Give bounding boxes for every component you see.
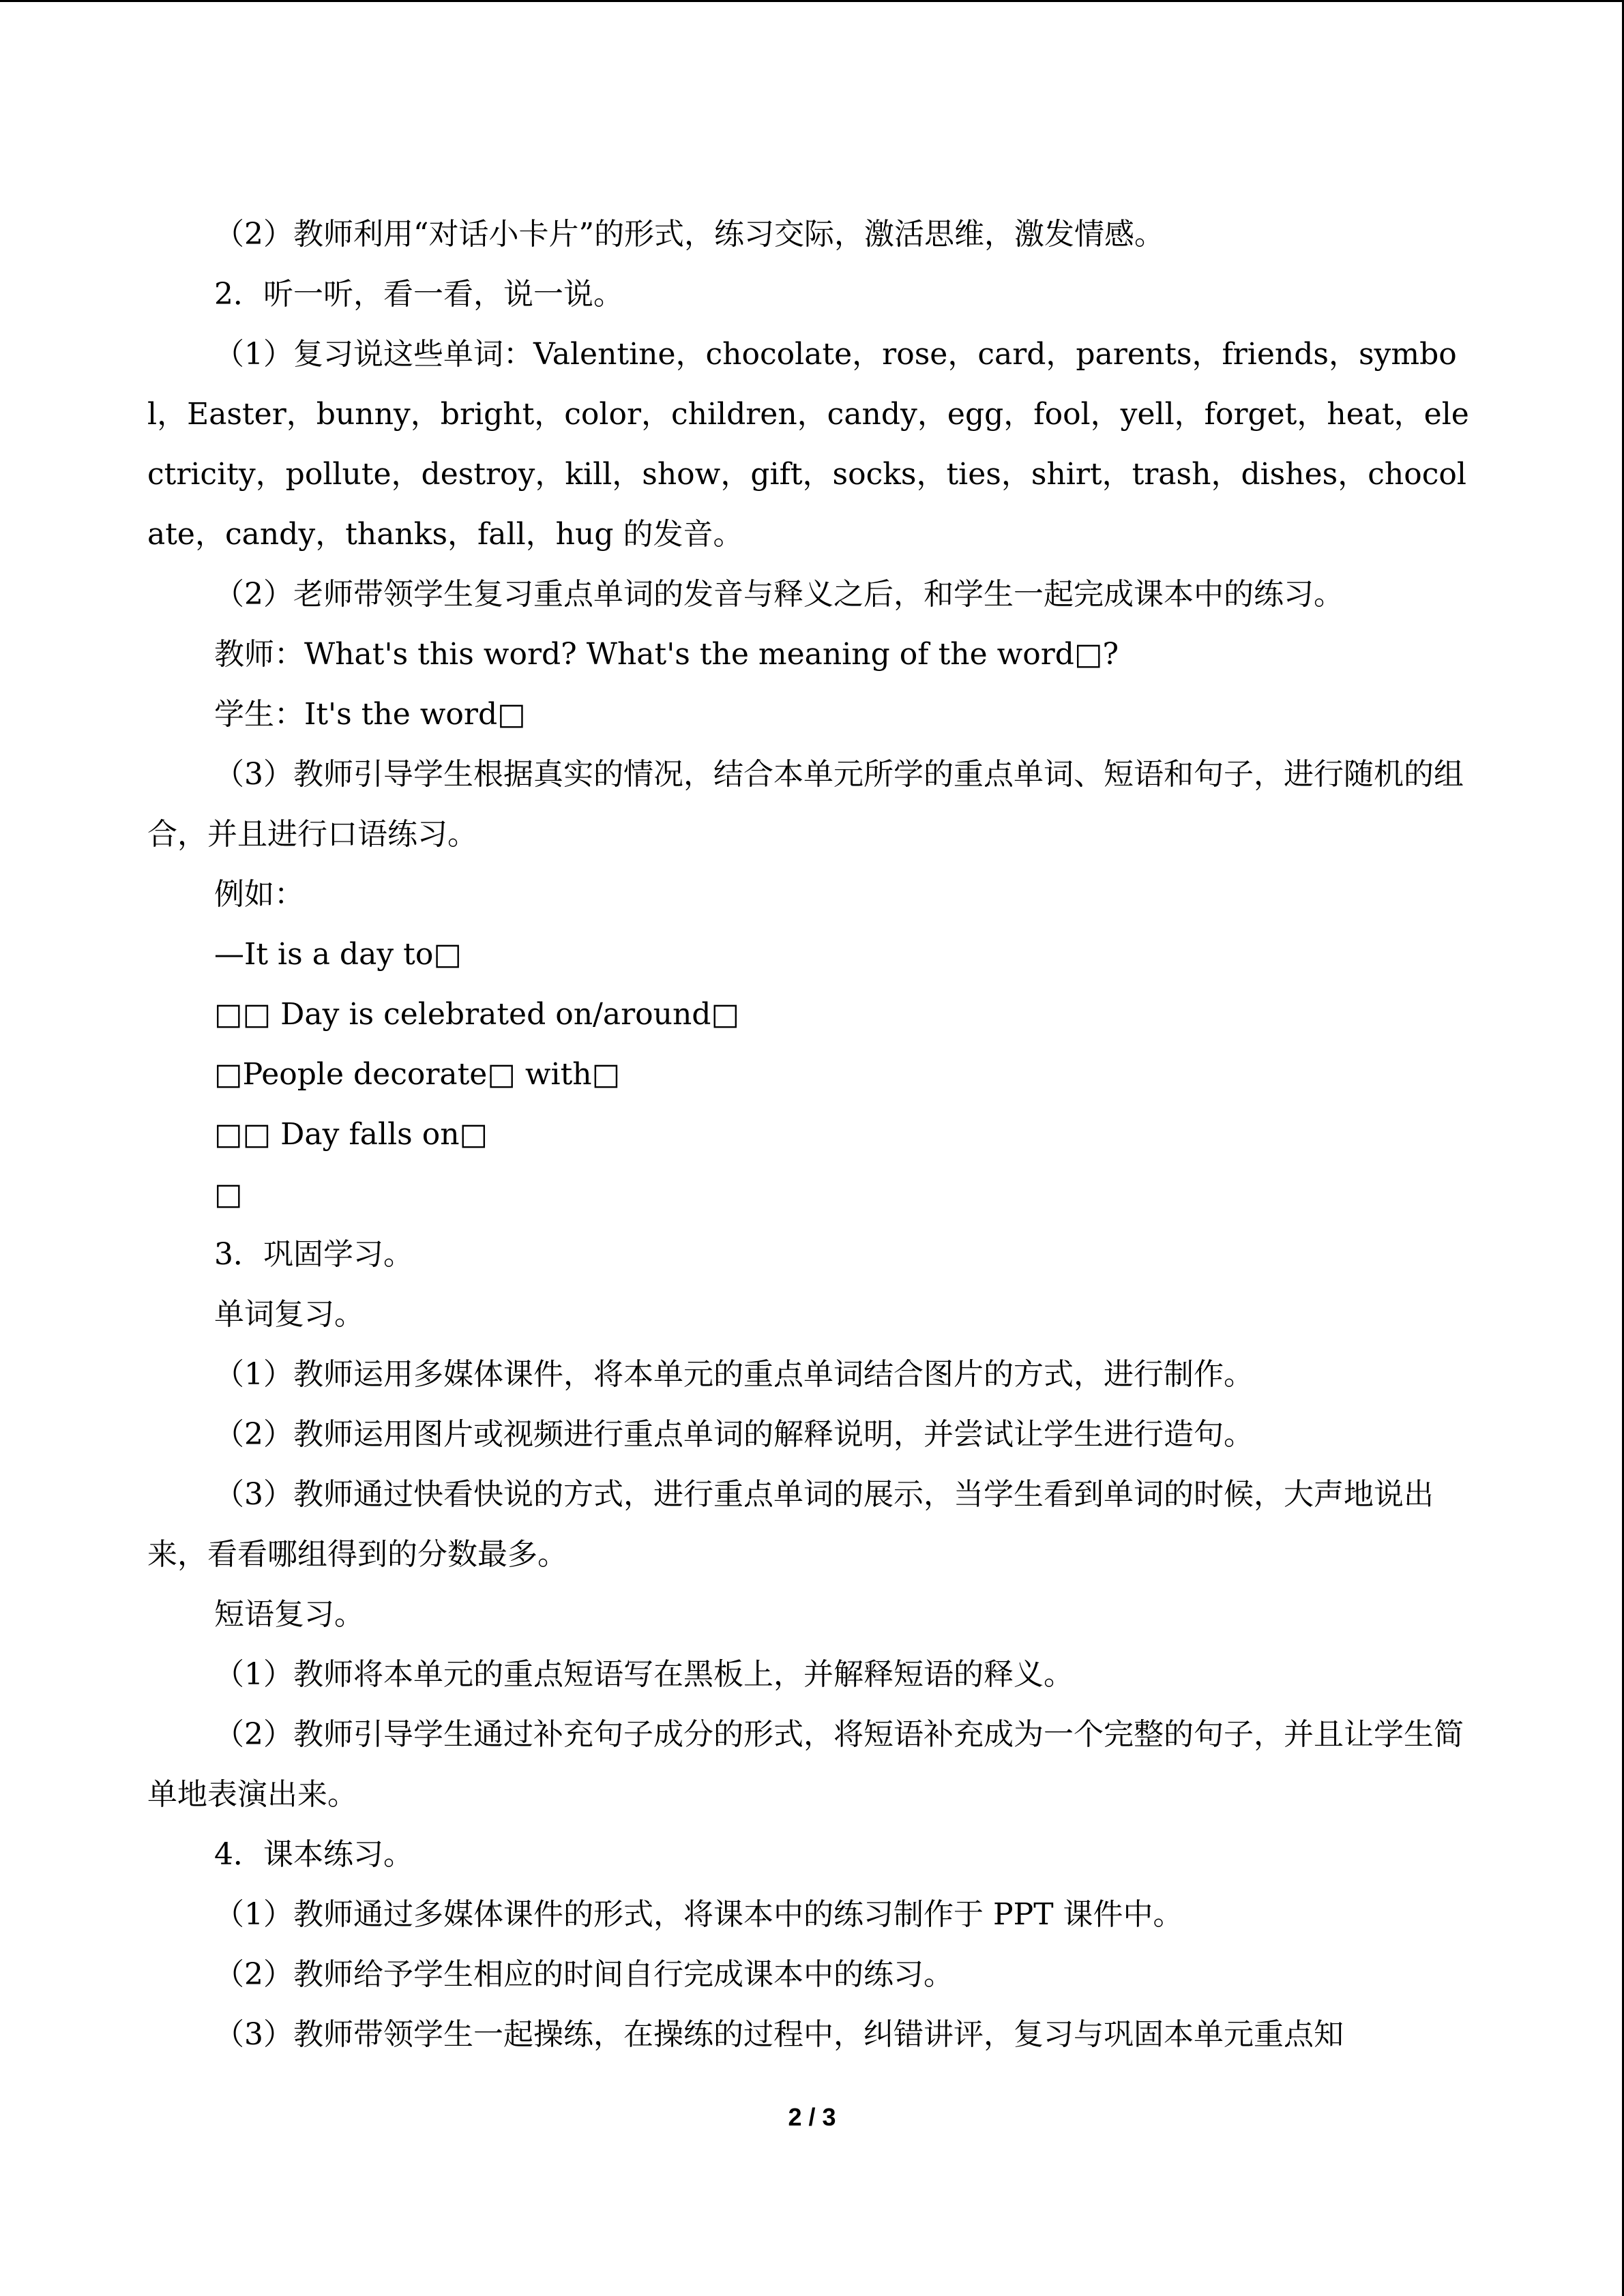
example-placeholder: □: [214, 1177, 243, 1212]
dialogue-student-line: 学生：It's the word□: [214, 697, 526, 732]
document-body: [147, 205, 1477, 2065]
paragraph-image-video-explain: （2）教师运用图片或视频进行重点单词的解释说明，并尝试让学生进行造句。: [214, 1417, 1254, 1452]
paragraph-guided-drill: （3）教师带领学生一起操练，在操练的过程中，纠错讲评，复习与巩固本单元重点知: [214, 2017, 1344, 2052]
page-number: 2 / 3: [788, 2103, 836, 2131]
dialogue-teacher-line: 教师：What's this word? What's the meaning of the word□?: [214, 637, 1119, 672]
example-sentence-1: —It is a day to□: [214, 937, 462, 972]
section-heading-listen-look-say: 2．听一听，看一看，说一说。: [214, 277, 623, 312]
paragraph-self-complete: （2）教师给予学生相应的时间自行完成课本中的练习。: [214, 1957, 954, 1992]
subheading-phrase-review: 短语复习。: [214, 1597, 364, 1632]
section-heading-textbook-practice: 4．课本练习。: [214, 1837, 413, 1872]
paragraph-quick-look-say: （3）教师通过快看快说的方式，进行重点单词的展示，当学生看到单词的时候，大声地说出来，看看哪组得到的分数最多。: [147, 1477, 1434, 1572]
subheading-word-review: 单词复习。: [214, 1297, 364, 1332]
example-sentence-3: □People decorate□ with□: [214, 1057, 621, 1092]
top-border-line: [0, 0, 1624, 2]
paragraph-word-review: （1）复习说这些单词：Valentine，chocolate，rose，card，parents，friends，symbol，Easter，bunny，bright，color，children，candy，egg，fool，yell，forget，heat，electricity，pollute，destroy，kill，show，gift，socks，ties，shirt，trash，dishes，chocolate，candy，thanks，fall，hug 的发音。: [147, 337, 1469, 552]
paragraph-phrases-blackboard: （1）教师将本单元的重点短语写在黑板上，并解释短语的释义。: [214, 1657, 1074, 1692]
paragraph-complete-sentences: （2）教师引导学生通过补充句子成分的形式，将短语补充成为一个完整的句子，并且让学生简单地表演出来。: [147, 1717, 1464, 1812]
paragraph-multimedia-words: （1）教师运用多媒体课件，将本单元的重点单词结合图片的方式，进行制作。: [214, 1357, 1254, 1392]
paragraph-oral-practice: （3）教师引导学生根据真实的情况，结合本单元所学的重点单词、短语和句子，进行随机的组合，并且进行口语练习。: [147, 757, 1464, 852]
section-heading-consolidation: 3．巩固学习。: [214, 1237, 413, 1272]
paragraph-ppt-exercises: （1）教师通过多媒体课件的形式，将课本中的练习制作于 PPT 课件中。: [214, 1897, 1183, 1932]
paragraph-dialogue-cards: （2）教师利用“对话小卡片”的形式，练习交际，激活思维，激发情感。: [214, 217, 1164, 252]
example-sentence-4: □□ Day falls on□: [214, 1117, 488, 1152]
example-sentence-2: □□ Day is celebrated on/around□: [214, 997, 740, 1032]
example-label: 例如：: [214, 877, 304, 912]
paragraph-teacher-leads-review: （2）老师带领学生复习重点单词的发音与释义之后，和学生一起完成课本中的练习。: [214, 577, 1344, 612]
